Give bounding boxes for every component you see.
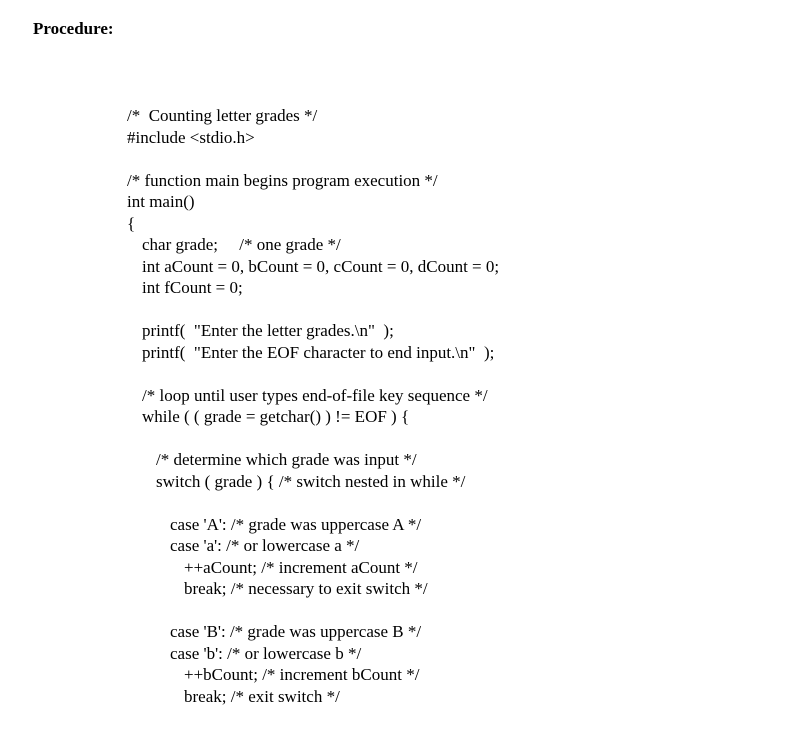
blank-line: [127, 299, 767, 321]
code-line: printf( "Enter the EOF character to end input.\n" );: [142, 342, 495, 362]
code-listing: [127, 105, 767, 707]
code-line: printf( "Enter the letter grades.\n" );: [142, 321, 394, 340]
code-line: break; /* exit switch */: [184, 686, 340, 706]
code-line: /* function main begins program execution */: [127, 170, 438, 190]
code-line: int aCount = 0, bCount = 0, cCount = 0, dCount = 0;: [142, 256, 500, 276]
code-line: {: [127, 213, 136, 233]
code-line: case 'A': /* grade was uppercase A */: [170, 514, 422, 534]
code-line: /* determine which grade was input */: [156, 450, 417, 469]
code-line: char grade; /* one grade */: [142, 235, 341, 254]
code-line: while ( ( grade = getchar() ) != EOF ) {: [142, 407, 410, 426]
code-line: case 'b': /* or lowercase b */: [170, 643, 362, 663]
code-line: /* loop until user types end-of-file key sequence */: [142, 385, 488, 405]
code-line: break; /* necessary to exit switch */: [184, 579, 428, 598]
code-line: case 'a': /* or lowercase a */: [170, 536, 360, 555]
code-line: switch ( grade ) { /* switch nested in while */: [156, 471, 466, 491]
blank-line: [127, 148, 767, 170]
code-line: case 'B': /* grade was uppercase B */: [170, 622, 422, 641]
code-line: int main(): [127, 192, 195, 211]
code-line: /* Counting letter grades */: [127, 106, 318, 125]
code-line: ++aCount; /* increment aCount */: [184, 557, 418, 577]
code-line: ++bCount; /* increment bCount */: [184, 665, 420, 684]
blank-line: [127, 600, 767, 622]
blank-line: [127, 428, 767, 450]
code-line: int fCount = 0;: [142, 278, 243, 297]
code-line: #include <stdio.h>: [127, 127, 255, 147]
blank-line: [127, 492, 767, 514]
procedure-heading: Procedure:: [33, 19, 114, 38]
blank-line: [127, 363, 767, 385]
